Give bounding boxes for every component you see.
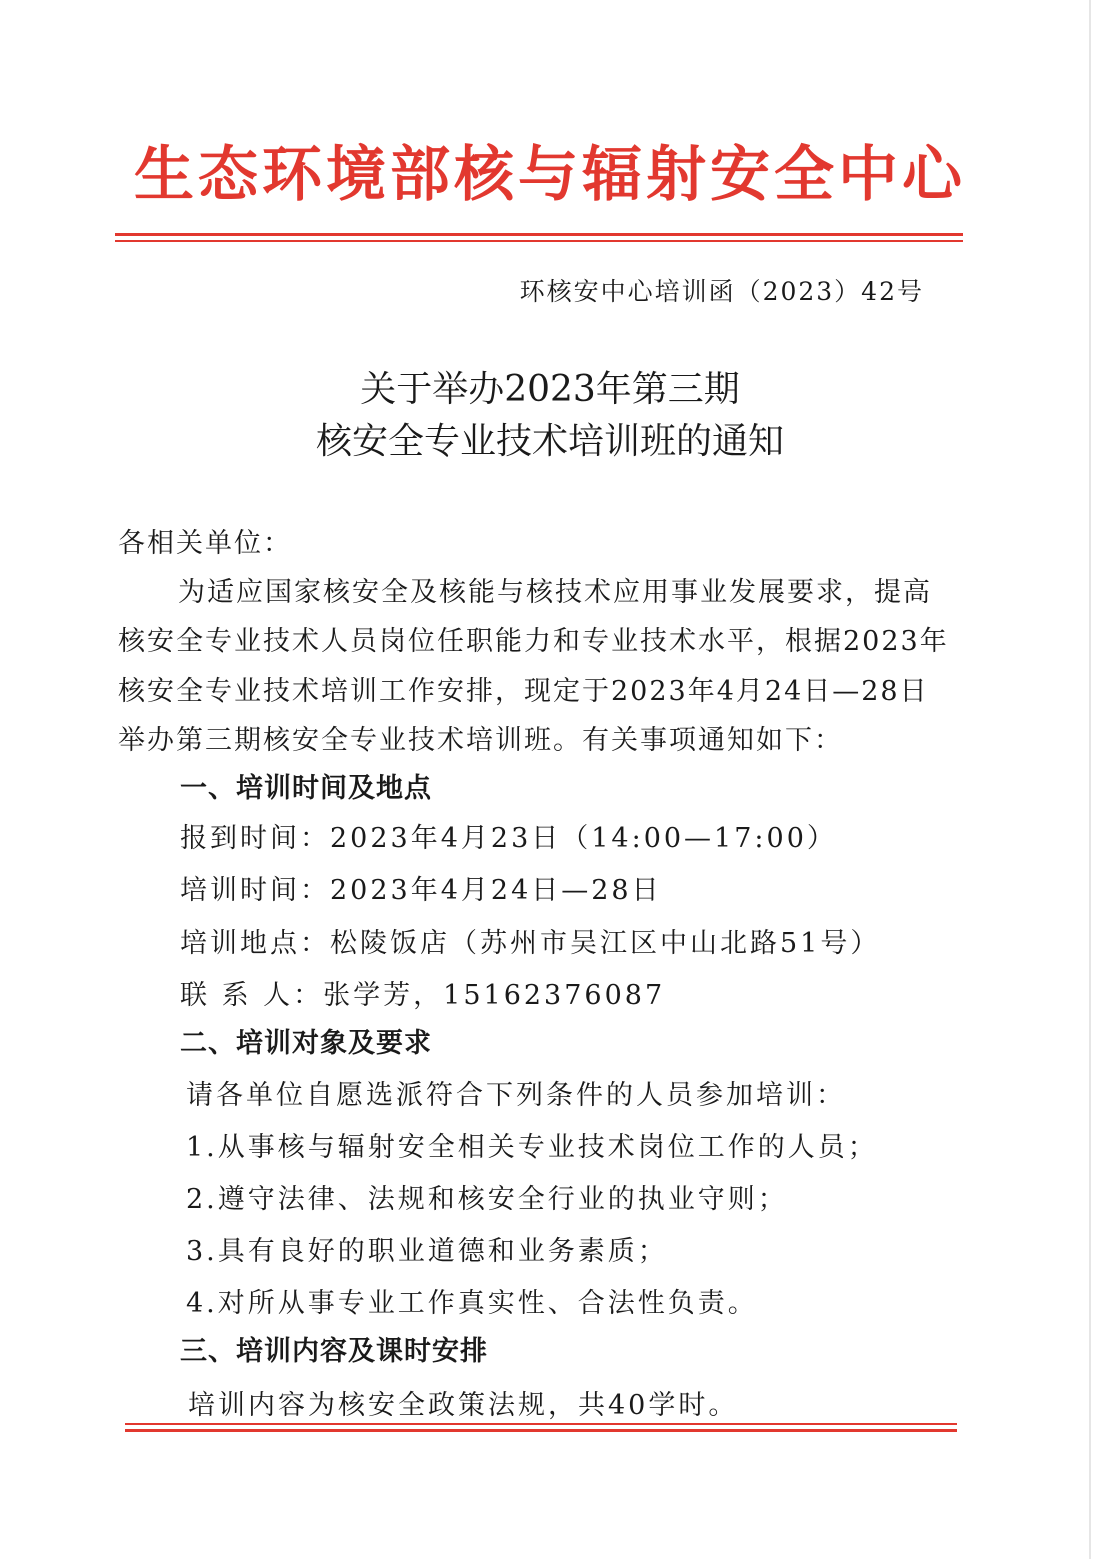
letterhead-rule-thin: [115, 240, 963, 242]
training-time: 培训时间：2023年4月24日—28日: [180, 875, 662, 906]
intro-line: 举办第三期核安全专业技术培训班。有关事项通知如下：: [118, 725, 843, 756]
contact-person: 联 系 人：张学芳，15162376087: [180, 980, 666, 1011]
salutation: 各相关单位：: [118, 528, 292, 559]
registration-time: 报到时间：2023年4月23日（14:00—17:00）: [180, 823, 837, 854]
section-heading-time-location: 一、培训时间及地点: [180, 773, 432, 804]
scan-edge: [1089, 0, 1091, 1559]
notice-title-line1: 关于举办2023年第三期: [360, 369, 740, 410]
requirement-item: 1.从事核与辐射安全相关专业技术岗位工作的人员；: [186, 1132, 878, 1163]
letterhead-rule-thick: [115, 233, 963, 236]
intro-line: 为适应国家核安全及核能与核技术应用事业发展要求，提高: [178, 577, 932, 608]
participants-intro: 请各单位自愿选派符合下列条件的人员参加培训：: [186, 1080, 846, 1111]
intro-line: 核安全专业技术人员岗位任职能力和专业技术水平，根据2023年: [118, 626, 949, 657]
document-number: 环核安中心培训函（2023）42号: [519, 277, 924, 306]
training-location: 培训地点：松陵饭店（苏州市吴江区中山北路51号）: [180, 928, 881, 959]
intro-line: 核安全专业技术培训工作安排，现定于2023年4月24日—28日: [118, 676, 929, 707]
footer-rule-thick: [125, 1429, 957, 1432]
content-summary: 培训内容为核安全政策法规，共40学时。: [188, 1390, 739, 1421]
footer-rule-thin: [125, 1423, 957, 1425]
section-heading-participants: 二、培训对象及要求: [180, 1028, 432, 1059]
organization-letterhead: 生态环境部核与辐射安全中心: [134, 140, 966, 210]
notice-title-line2: 核安全专业技术培训班的通知: [315, 421, 784, 462]
section-heading-content: 三、培训内容及课时安排: [180, 1336, 488, 1367]
requirement-item: 3.具有良好的职业道德和业务素质；: [186, 1236, 668, 1267]
requirement-item: 2.遵守法律、法规和核安全行业的执业守则；: [186, 1184, 788, 1215]
requirement-item: 4.对所从事专业工作真实性、合法性负责。: [186, 1288, 758, 1319]
